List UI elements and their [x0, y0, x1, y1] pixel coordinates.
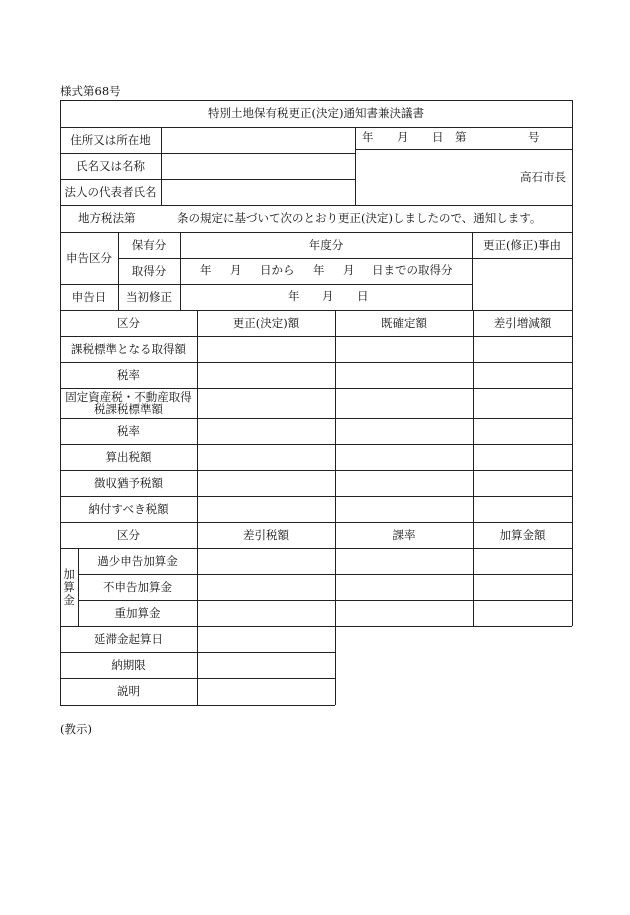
acq-year-2: 年: [313, 263, 325, 277]
notice-text: 条の規定に基づいて次のとおり更正(決定)しましたので、通知します。: [177, 211, 542, 225]
t2-row-heavy: 重加算金: [114, 605, 161, 620]
t1-header-revised: 更正(決定)額: [232, 315, 300, 330]
rule: [60, 705, 335, 706]
t1-row-tax-rate: 税率: [117, 367, 140, 382]
t1-row-acquisition-base: 課税標準となる取得額: [71, 341, 186, 356]
decl-year: 年: [288, 289, 300, 303]
notice-law: 地方税法第: [78, 211, 136, 225]
declaration-category: 申告区分: [66, 250, 112, 265]
number-go: 号: [528, 130, 540, 144]
date-day: 日: [432, 130, 444, 144]
t3-row-explanation: 説明: [117, 684, 140, 698]
t1-row-payable-tax: 納付すべき税額: [88, 501, 169, 516]
issuer: 高石市長: [520, 169, 566, 184]
t1-row-property-base: 固定資産税・不動産取得税課税標準額: [65, 390, 192, 416]
t1-header-diff: 差引増減額: [493, 315, 552, 330]
name-label: 氏名又は名称: [76, 158, 145, 173]
acq-month-2: 月: [343, 263, 355, 277]
reason-field[interactable]: [472, 258, 572, 310]
t1-header-confirmed: 既確定額: [381, 315, 427, 330]
acq-day-1: 日から: [260, 263, 295, 277]
name-field[interactable]: [161, 153, 355, 179]
t1-header-category: 区分: [117, 315, 140, 330]
t2-header-rate: 課率: [392, 527, 416, 542]
rep-label: 法人の代表者氏名: [64, 184, 157, 199]
rule: [572, 100, 573, 626]
address-field[interactable]: [161, 127, 355, 153]
t2-header-diff-tax: 差引税額: [243, 527, 289, 542]
t2-header-category: 区分: [117, 527, 140, 542]
rule: [473, 310, 474, 626]
acq-day-2: 日までの取得分: [372, 263, 453, 277]
acquisition-label: 取得分: [131, 263, 167, 278]
address-label: 住所又は所在地: [70, 132, 151, 147]
date-year: 年: [362, 130, 374, 144]
t2-row-under-declared: 過少申告加算金: [97, 553, 178, 568]
form-number: 様式第68号: [60, 84, 121, 98]
rule: [60, 205, 572, 206]
decl-month: 月: [322, 289, 334, 303]
t2-header-surcharge: 加算金額: [499, 527, 546, 542]
acq-year-1: 年: [200, 263, 212, 277]
rule: [335, 626, 336, 705]
number-dai: 第: [455, 130, 467, 144]
rule: [197, 310, 198, 705]
decl-day: 日: [357, 289, 369, 303]
acq-month-1: 月: [230, 263, 242, 277]
t2-row-non-declared: 不申告加算金: [103, 579, 172, 594]
declaration-date-label: 申告日: [71, 289, 107, 304]
footer-instruction: (教示): [60, 722, 92, 736]
t2-group-surcharge: 加算金: [63, 566, 75, 607]
date-month: 月: [397, 130, 409, 144]
rep-field[interactable]: [161, 179, 355, 205]
t1-row-computed-tax: 算出税額: [105, 449, 152, 464]
t3-row-arrears-start: 延滞金起算日: [94, 631, 163, 646]
rule: [335, 310, 336, 626]
t1-row-tax-rate-2: 税率: [117, 423, 140, 438]
form-title: 特別土地保有税更正(決定)通知書兼決議書: [208, 106, 424, 120]
reason-label: 更正(修正)事由: [483, 237, 561, 252]
original-label: 当初修正: [126, 289, 172, 304]
fiscal-year: 年度分: [308, 237, 344, 252]
t3-row-due-date: 納期限: [111, 657, 146, 672]
holding-label: 保有分: [131, 237, 167, 252]
t1-row-deferred-tax: 徴収猶予税額: [94, 475, 163, 490]
